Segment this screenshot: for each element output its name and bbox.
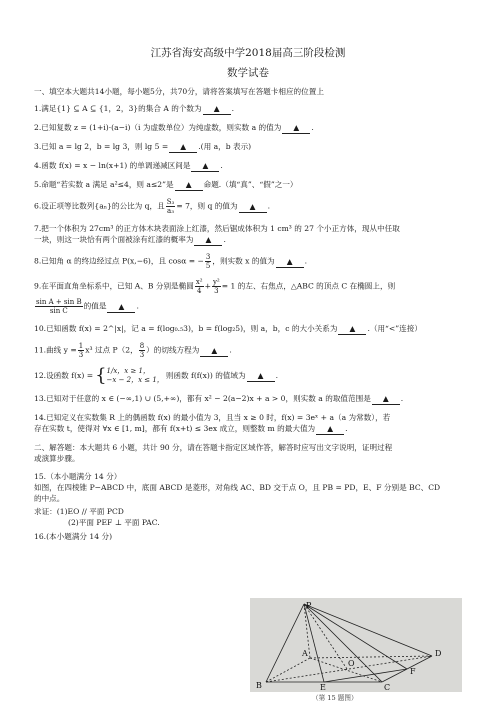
answer-blank-3: ▲ — [169, 142, 197, 153]
question-9: 9.在平面直角坐标系中，已知 A、B 分别是椭圆 $\frac{\text{x²}}{4}$ + $\frac{\text{y²}}{3}$ = 1 的左、右焦点，△ABC 的顶点 C 在椭圆上，则 $\frac{\text{sin A + sin B}}{\text{sin C}}$ 的值是 ▲ . — [34, 278, 396, 315]
question-3-text: 3.已知 a = lg 2，b = lg 3，则 lg 5 = — [34, 142, 169, 151]
pyramid-figure — [250, 598, 462, 702]
question-8: 8.已知角 α 的终边经过点 P(x,−6)，且 cosα = − $\frac{3}{5}$ ，则实数 x 的值为 ▲ . — [34, 253, 308, 270]
question-4-text: 4.函数 f(x) = x − ln(x+1) 的单调递减区间是 — [34, 161, 191, 170]
label-d: D — [435, 649, 442, 658]
question-2: 2.已知复数 z = (1+i)·(a−i)（i 为虚数单位）为纯虚数，则实数 a 的值为 ▲ . — [34, 123, 314, 132]
question-5: 5.命题“若实数 a 满足 a²≤4，则 a≤2”是 ▲ 命题.（填“真”、“假”之一） — [34, 180, 298, 189]
section-fill-blank-heading: 一、填空本大题共14小题，每小题5分，共70分，请将答案填写在答题卡相应的位置上 — [34, 87, 324, 96]
label-e: E — [320, 683, 326, 692]
question-13: 13.已知对于任意的 x ∈ (−∞,1) ∪ (5,+∞)，都有 x² − 2(a−2)x + a > 0，则实数 a 的取值范围是 ▲ . — [34, 394, 404, 403]
page-title: 江苏省海安高级中学2018届高三阶段检测 — [150, 47, 346, 59]
answer-blank-7: ▲ — [194, 235, 222, 246]
answer-blank-13: ▲ — [372, 394, 400, 405]
answer-blank-14: ▲ — [316, 424, 344, 435]
section-solutions-heading: 二、解答题：本大题共 6 小题，共计 90 分，请在答题卡指定区域作答，解答时应写出文字说明，证明过程 或演算步骤。 — [34, 443, 393, 463]
question-10: 10.已知函数 f(x) = 2^|x|，记 a = f(log₀.₅3)，b = f(log₂5)，则 a，b，c 的大小关系为 ▲ .（用“<”连接） — [34, 324, 422, 333]
answer-blank-5: ▲ — [175, 180, 203, 191]
answer-blank-11: ▲ — [200, 346, 228, 357]
question-15-head: 15.（本小题满分 14 分） — [34, 472, 122, 481]
question-14: 14.已知定义在实数集 R 上的偶函数 f(x) 的最小值为 3，且当 x ≥ 0 时，f(x) = 3eˣ + a（a 为常数），若 存在实数 t，使得对 ∀x ∈ [1, m]，都有 f(x+t) ≤ 3ex 成立，则整数 m 的最大值为 ▲ . — [34, 413, 391, 433]
label-c: C — [384, 683, 391, 692]
answer-blank-6: ▲ — [239, 202, 267, 213]
figure-background — [250, 598, 462, 692]
question-7: 7.把一个体积为 27cm³ 的正方体木块表面涂上红漆，然后锯成体积为 1 cm³ 的 27 个小正方体，现从中任取 一块，则这一块恰有两个面被涂有红漆的概率为 ▲ . — [34, 224, 400, 244]
question-16-head: 16.(本小题满分 14 分) — [34, 532, 113, 541]
label-a: A — [302, 649, 308, 658]
answer-blank-2: ▲ — [282, 123, 310, 134]
question-15: 15.（本小题满分 14 分） 如图，在四棱锥 P−ABCD 中，底面 ABCD 是菱形，对角线 AC、BD 交于点 O，且 PB = PD，E、F 分别是 BC、CD 的中点。 求证：(1)EO // 平面 PCD (2)平面 PEF ⊥ 平面 PAC. — [34, 471, 462, 528]
question-1-text: 1.满足{1} ⊆ A ⊆ {1，2，3}的集合 A 的个数为 — [34, 104, 202, 113]
label-p: P — [306, 601, 312, 610]
answer-blank-4: ▲ — [191, 161, 219, 172]
answer-blank-9: ▲ — [107, 302, 135, 313]
fraction-sin-ratio: $\frac{\text{sin A + sin B}}{\text{sin C}}$ — [36, 298, 82, 315]
fraction-s3-over-a3: $\frac{\text{S₃}}{\text{a₃}}$ — [166, 198, 175, 215]
question-4: 4.函数 f(x) = x − ln(x+1) 的单调递减区间是 ▲ . — [34, 161, 223, 170]
question-1: 1.满足{1} ⊆ A ⊆ {1，2，3}的集合 A 的个数为 ▲ . — [34, 104, 235, 113]
label-f: F — [410, 667, 416, 676]
question-3: 3.已知 a = lg 2，b = lg 3，则 lg 5 = ▲ .(用 a，b 表示) — [34, 142, 252, 151]
question-11: 11.曲线 y = $\frac{1}{3}$ x³ 过点 P（2， $\frac{8}{3}$ ）的切线方程为 ▲ . — [34, 342, 232, 359]
answer-blank-8: ▲ — [276, 257, 304, 268]
fraction-3-over-5: $\frac{3}{5}$ — [205, 253, 211, 270]
answer-blank-12: ▲ — [247, 371, 275, 382]
label-b: B — [256, 681, 262, 690]
pyramid-svg — [250, 598, 462, 692]
question-6: 6.设正项等比数列{aₙ}的公比为 q，且 $\frac{\text{S₃}}{\text{a₃}}$ = 7，则 q 的值为 ▲ . — [34, 198, 271, 215]
answer-blank-10: ▲ — [338, 324, 366, 335]
figure-caption: （第 15 题图） — [312, 694, 358, 702]
page-subtitle: 数学试卷 — [227, 67, 269, 79]
question-2-text: 2.已知复数 z = (1+i)·(a−i)（i 为虚数单位）为纯虚数，则实数 a 的值为 — [34, 123, 282, 132]
question-5-text: 5.命题“若实数 a 满足 a²≤4，则 a≤2”是 — [34, 180, 174, 189]
label-o: O — [348, 659, 355, 668]
piecewise-function: { 1/x，x ≥ 1， −x − 2，x ≤ 1， — [95, 365, 164, 386]
question-12: 12.设函数 f(x) = { 1/x，x ≥ 1， −x − 2，x ≤ 1， 则函数 f(f(x)) 的值域为 ▲ . — [34, 365, 279, 386]
answer-blank-1: ▲ — [203, 104, 231, 115]
